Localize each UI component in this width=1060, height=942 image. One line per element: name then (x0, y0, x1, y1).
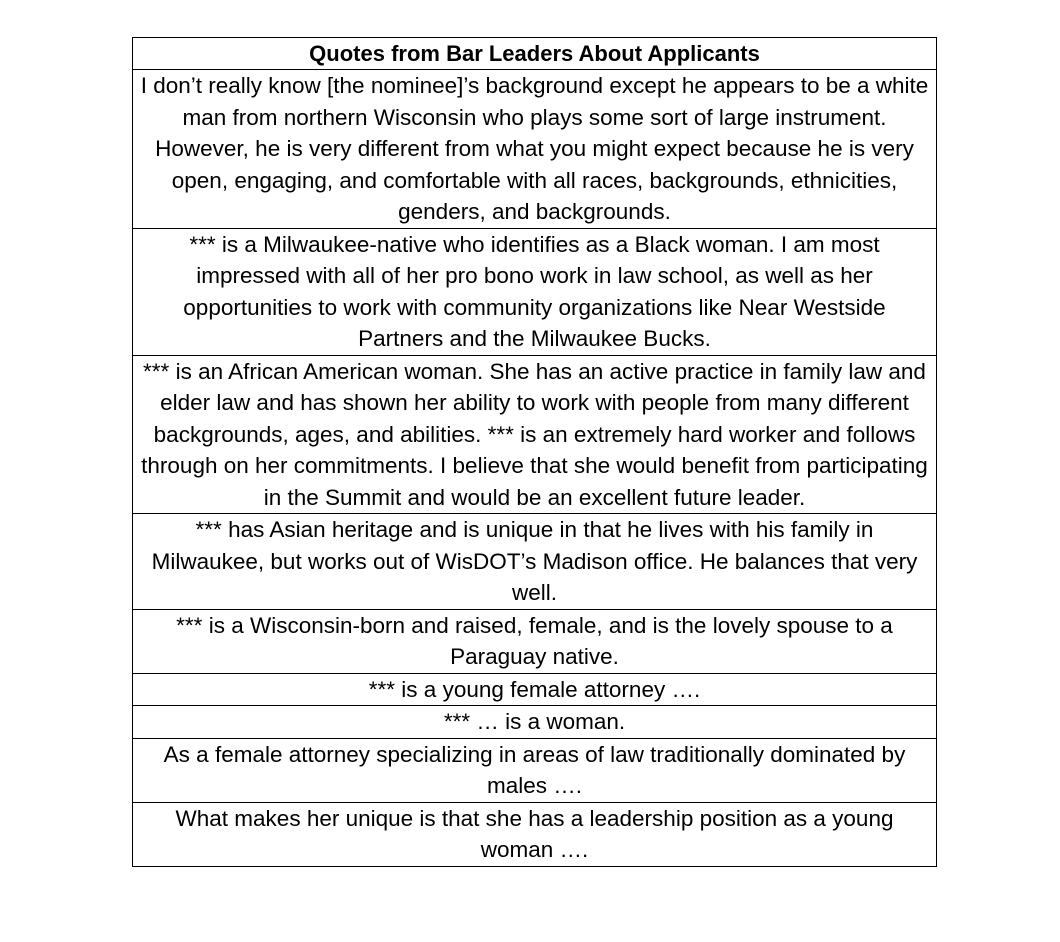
quote-cell: What makes her unique is that she has a leadership position as a young woman …. (133, 802, 937, 866)
quote-cell: I don’t really know [the nominee]’s background except he appears to be a white man from northern Wisconsin who plays some sort of large instrument. However, he is very different from what you might expect because he is very open, engaging, and comfortable with all races, backgrounds, ethnicities, genders, and backgrounds. (133, 70, 937, 229)
table-row (133, 228, 937, 355)
table-row (133, 355, 937, 514)
quote-cell: *** is a young female attorney …. (133, 673, 937, 706)
quotes-table (132, 37, 937, 867)
table-row (133, 70, 937, 229)
table-row (133, 706, 937, 739)
table-row (133, 802, 937, 866)
quote-cell: *** … is a woman. (133, 706, 937, 739)
table-title: Quotes from Bar Leaders About Applicants (133, 38, 937, 70)
table-row (133, 609, 937, 673)
quote-cell: *** is an African American woman. She has an active practice in family law and elder law and has shown her ability to work with people from many different backgrounds, ages, and abilities. *** is an extremely hard worker and follows through on her commitments. I believe that she would benefit from participating in the Summit and would be an excellent future leader. (133, 355, 937, 514)
quote-cell: *** is a Wisconsin-born and raised, female, and is the lovely spouse to a Paraguay native. (133, 609, 937, 673)
table-row (133, 673, 937, 706)
table-header-row (133, 38, 937, 70)
quote-cell: As a female attorney specializing in areas of law traditionally dominated by males …. (133, 738, 937, 802)
table-row (133, 738, 937, 802)
quote-cell: *** has Asian heritage and is unique in that he lives with his family in Milwaukee, but works out of WisDOT’s Madison office. He balances that very well. (133, 514, 937, 610)
quote-cell: *** is a Milwaukee-native who identifies as a Black woman. I am most impressed with all of her pro bono work in law school, as well as her opportunities to work with community organizations like Near Westside Partners and the Milwaukee Bucks. (133, 228, 937, 355)
table-row (133, 514, 937, 610)
